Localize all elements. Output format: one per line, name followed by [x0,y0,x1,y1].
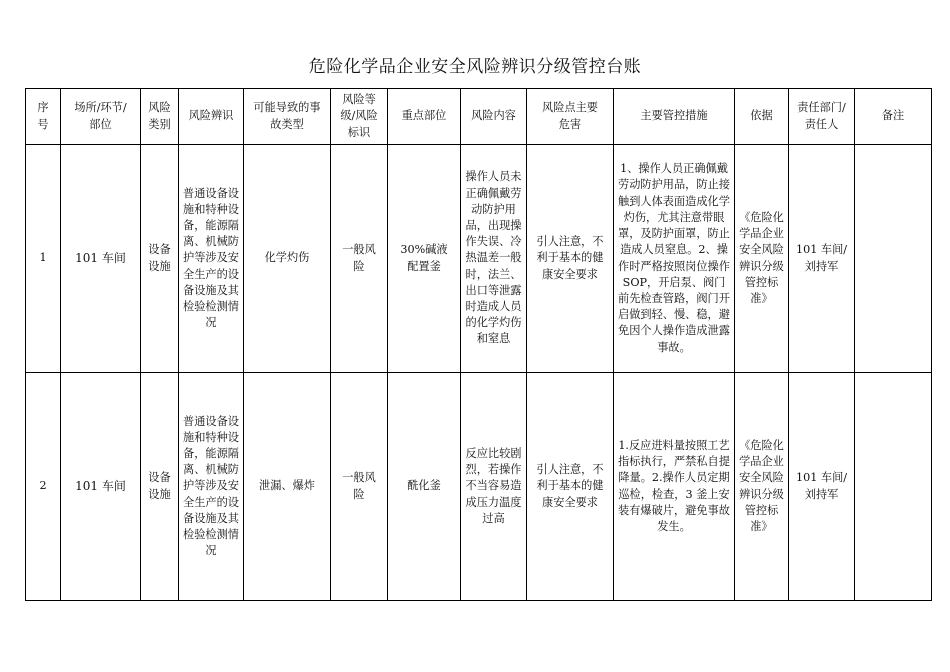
header-place: 场所/环节/部位 [61,89,141,145]
cell-key-part: 30%碱液配置釜 [388,145,461,373]
cell-hazard: 引人注意，不利于基本的健康安全要求 [527,373,614,601]
header-no: 序号 [26,89,61,145]
header-key-part: 重点部位 [388,89,461,145]
document-title: 危险化学品企业安全风险辨识分级管控台账 [308,57,642,77]
cell-risk-content: 反应比较剧烈，若操作不当容易造成压力温度过高 [461,373,527,601]
cell-accident-type: 泄漏、爆炸 [244,373,331,601]
header-basis: 依据 [735,89,789,145]
cell-responsible: 101 车间/刘持军 [789,373,855,601]
header-measures: 主要管控措施 [614,89,735,145]
cell-responsible: 101 车间/刘持军 [789,145,855,373]
table-row [26,145,932,373]
cell-measures: 1.反应进料量按照工艺指标执行，严禁私自提降量。2.操作人员定期巡检，检查，3 釜上安装有爆破片，避免事故发生。 [614,373,735,601]
risk-ledger-table [25,88,932,601]
cell-category: 设备设施 [141,145,179,373]
header-responsible: 责任部门/责任人 [789,89,855,145]
cell-accident-type: 化学灼伤 [244,145,331,373]
cell-category: 设备设施 [141,373,179,601]
cell-hazard: 引人注意，不利于基本的健康安全要求 [527,145,614,373]
header-remark: 备注 [855,89,932,145]
table-row [26,373,932,601]
cell-key-part: 酰化釜 [388,373,461,601]
header-hazard: 风险点主要危害 [527,89,614,145]
cell-place: 101 车间 [61,145,141,373]
header-risk-level: 风险等级/风险标识 [331,89,388,145]
cell-no: 1 [26,145,61,373]
cell-remark [855,145,932,373]
header-identification: 风险辨识 [179,89,244,145]
cell-risk-content: 操作人员未正确佩戴劳动防护用品，出现操作失误、冷热温差一般时，法兰、出口等泄露时造成人员的化学灼伤和窒息 [461,145,527,373]
cell-identification: 普通设备设施和特种设备，能源隔离、机械防护等涉及安全生产的设备设施及其检验检测情况 [179,373,244,601]
cell-no: 2 [26,373,61,601]
cell-risk-level: 一般风险 [331,373,388,601]
table-header-row [26,89,932,145]
header-accident-type: 可能导致的事故类型 [244,89,331,145]
header-category: 风险类别 [141,89,179,145]
cell-risk-level: 一般风险 [331,145,388,373]
cell-measures: 1、操作人员正确佩戴劳动防护用品，防止接触到人体表面造成化学灼伤，尤其注意带眼罩，及防护面罩，防止造成人员窒息。2、操作时严格按照岗位操作SOP，开启泵、阀门前先检查管路，阀门开启做到轻、慢、稳，避免因个人操作造成泄露事故。 [614,145,735,373]
cell-basis: 《危险化学品企业安全风险辨识分级管控标准》 [735,373,789,601]
cell-basis: 《危险化学品企业安全风险辨识分级管控标准》 [735,145,789,373]
cell-identification: 普通设备设施和特种设备，能源隔离、机械防护等涉及安全生产的设备设施及其检验检测情况 [179,145,244,373]
cell-remark [855,373,932,601]
cell-place: 101 车间 [61,373,141,601]
header-risk-content: 风险内容 [461,89,527,145]
